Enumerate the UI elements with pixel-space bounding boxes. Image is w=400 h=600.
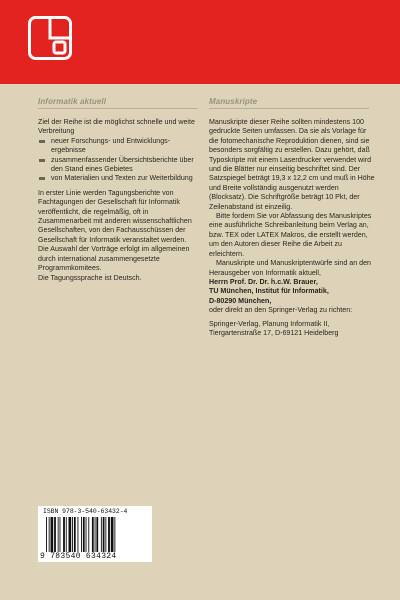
barcode-bar [95,517,96,552]
series-title-left: Informatik aktuell [38,97,107,106]
barcode-bar [46,517,47,552]
list-item: zusammenfassender Übersichtsberichte über den Stand eines Gebietes [38,156,198,175]
barcode-bar [92,517,94,552]
barcode-bar [74,517,76,552]
left-column [38,118,198,283]
barcode-bar [60,517,61,552]
divider-right [209,108,369,109]
barcode-bar [72,517,73,552]
intro-text: Ziel der Reihe ist die möglichst schnelle und weite Verbreitung [38,118,195,136]
barcode-bar [81,517,82,552]
paragraph: In erster Linie werden Tagungsberichte von Fachtagungen der Gesellschaft für Informatik veröffentlicht, die regelmäßig, oft in Zusammenarbeit mit anderen wissenschaftlichen Gesellschaften, von den Fachausschüssen der Gesellschaft für Informatik veranstaltet werden. [38,188,192,244]
barcode-bar [83,517,85,552]
barcode-bar [101,517,102,552]
address-line: TU München, Institut für Informatik, [209,287,329,296]
series-logo-icon [28,16,72,60]
list-item: von Materialien und Texten zur Weiterbildung [38,174,198,183]
paragraph: Bitte fordern Sie vor Abfassung des Manuskriptes eine ausführliche Schreibanleitung beim Verlag an, bzw. TEX oder LATEX Makros, die erstellt werden, um den Autoren dieser Reihe die Arbeit zu erleichtern. [209,212,372,258]
barcode-digits: 9 783540 634324 [40,552,117,561]
barcode-bar [88,517,89,552]
barcode-bar [58,517,59,552]
address-line: D-80290 München, [209,296,272,305]
barcode-bar [49,517,50,552]
isbn-label: ISBN 978-3-540-63432-4 [43,508,128,515]
barcode-bars [46,517,144,552]
divider-left [38,108,198,109]
paragraph: oder direkt an den Springer-Verlag zu richten: [209,306,353,315]
address-line: Herrn Prof. Dr. Dr. h.c.W. Brauer, [209,277,318,286]
barcode-bar [78,517,79,552]
barcode-bar [105,517,106,552]
top-red-band [0,0,400,84]
paragraph: Manuskripte dieser Reihe sollten mindestens 100 gedruckte Seiten umfassen. Da sie als Vorlage für die fotomechanische Reproduktion dienen, sind sie besonders sorgfältig zu erstellen. Dazu gehört, daß Typoskripte mit einem Laserdrucker verwendet wird und die Blätter nur einseitig beschriftet sind. Der Satzspiegel beträgt 19,3 x 12,2 cm und muß in Höhe und Breite vollständig ausgenutzt werden (Blocksatz). Die Schriftgröße beträgt 10 Pkt, der Zeilenabstand ist einzeilig. [209,118,375,211]
goal-list [38,137,198,184]
barcode [38,506,152,562]
paragraph: Die Tagungssprache ist Deutsch. [38,273,142,282]
right-column [209,118,377,338]
publisher-line: Springer-Verlag, Planung Informatik II, [209,319,330,328]
barcode-bar [63,517,65,552]
barcode-bar [111,517,114,552]
barcode-bar [69,517,72,552]
barcode-bar [114,517,115,552]
barcode-bar [108,517,110,552]
publisher-line: Tiergartenstraße 17, D-69121 Heidelberg [209,328,339,337]
barcode-bar [86,517,87,552]
list-item: neuer Forschungs- und Entwicklungs-ergebnisse [38,137,198,156]
series-title-right: Manuskripte [209,97,258,106]
barcode-bar [96,517,98,552]
barcode-bar [103,517,105,552]
barcode-bar [51,517,54,552]
paragraph: Manuskripte und Manuskriptentwürfe sind an den Herausgeber von Informatik aktuell, [209,259,371,277]
paragraph: Die Auswahl der Vorträge erfolgt im allgemeinen durch international zusammengesetzte Programmkomitees. [38,245,190,273]
barcode-bar [54,517,56,552]
barcode-bar [66,517,67,552]
